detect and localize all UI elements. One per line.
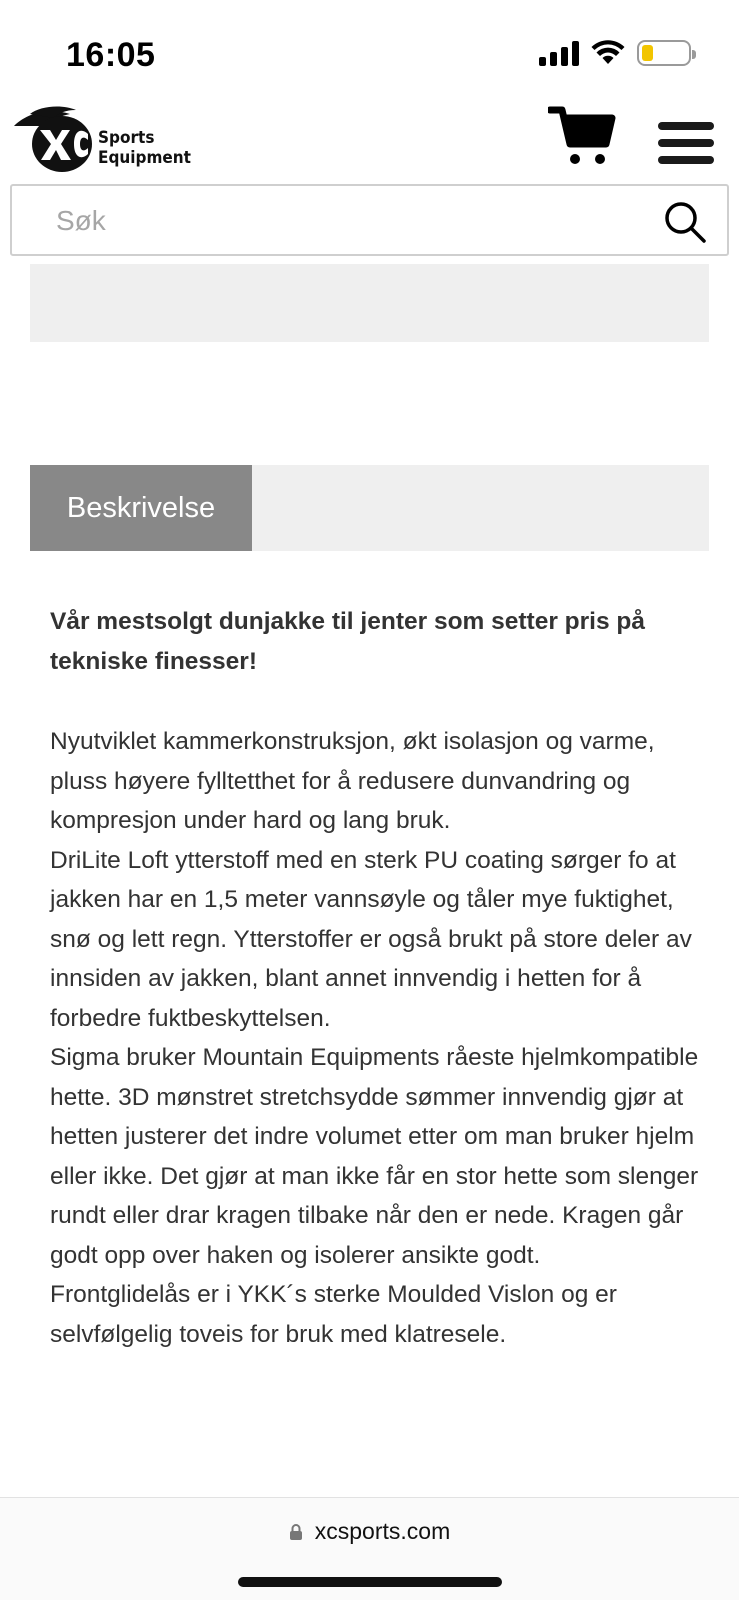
image-placeholder	[30, 264, 709, 342]
lock-icon	[289, 1523, 303, 1541]
battery-icon	[637, 40, 691, 66]
cart-button[interactable]	[548, 104, 618, 168]
hamburger-menu-icon	[658, 122, 714, 130]
home-indicator[interactable]	[238, 1577, 502, 1587]
spacer	[50, 682, 700, 722]
search-bar	[10, 184, 729, 256]
wifi-icon	[591, 40, 625, 66]
hamburger-line	[658, 139, 714, 147]
tab-description[interactable]: Beskrivelse	[30, 465, 252, 551]
description-heading: Vår mestsolgt dunjakke til jenter som setter pris på tekniske finesser!	[50, 608, 645, 675]
search-input[interactable]	[56, 200, 616, 242]
battery-level	[642, 45, 653, 61]
cart-icon	[548, 104, 618, 168]
browser-url-bar[interactable]	[0, 1497, 739, 1600]
status-time: 16:05	[66, 36, 156, 74]
site-header	[0, 104, 739, 180]
description-paragraph: Sigma bruker Mountain Equipments råeste hjelmkompatible hette. 3D mønstret stretchsydde sømmer innvendig gjør at hetten justerer det indre volumet etter om man bruker hjelm eller ikke. Det gjør at man ikke får en stor hette som slenger rundt eller drar kragen tilbake når den er nede. Kragen går godt opp over haken og isolerer ansikte godt.	[50, 1044, 699, 1269]
description-paragraph: Frontglidelås er i YKK´s sterke Moulded Vislon og er selvfølgelig toveis for bruk med klatresele.	[50, 1281, 617, 1348]
search-icon	[663, 200, 707, 244]
description-paragraph: DriLite Loft ytterstoff med en sterk PU coating sørger fo at jakken har en 1,5 meter vannsøyle og tåler mye fuktighet, snø og lett regn. Ytterstoffer er også brukt på store deler av innsiden av jakken, blant annet innvendig i hetten for å forbedre fuktbeskyttelsen.	[50, 846, 692, 1032]
logo-line-2: Equipment	[98, 148, 191, 168]
hamburger-line	[658, 156, 714, 164]
xc-logo-icon	[10, 104, 98, 176]
signal-icon	[539, 40, 579, 66]
description-paragraph: Nyutviklet kammerkonstruksjon, økt isolasjon og varme, pluss høyere fylltetthet for å redusere dunvandring og kompresjon under hard og lang bruk.	[50, 728, 655, 834]
status-bar	[0, 0, 739, 100]
logo-text	[98, 128, 191, 168]
product-description	[50, 602, 700, 1354]
search-button[interactable]	[663, 200, 707, 244]
status-icons	[539, 40, 691, 66]
url-text: xcsports.com	[314, 1518, 451, 1544]
url-container	[0, 1518, 739, 1545]
hamburger-menu-button[interactable]	[658, 122, 714, 164]
site-logo[interactable]	[10, 104, 191, 176]
product-tabs	[30, 465, 709, 551]
logo-line-1: Sports	[98, 128, 155, 148]
